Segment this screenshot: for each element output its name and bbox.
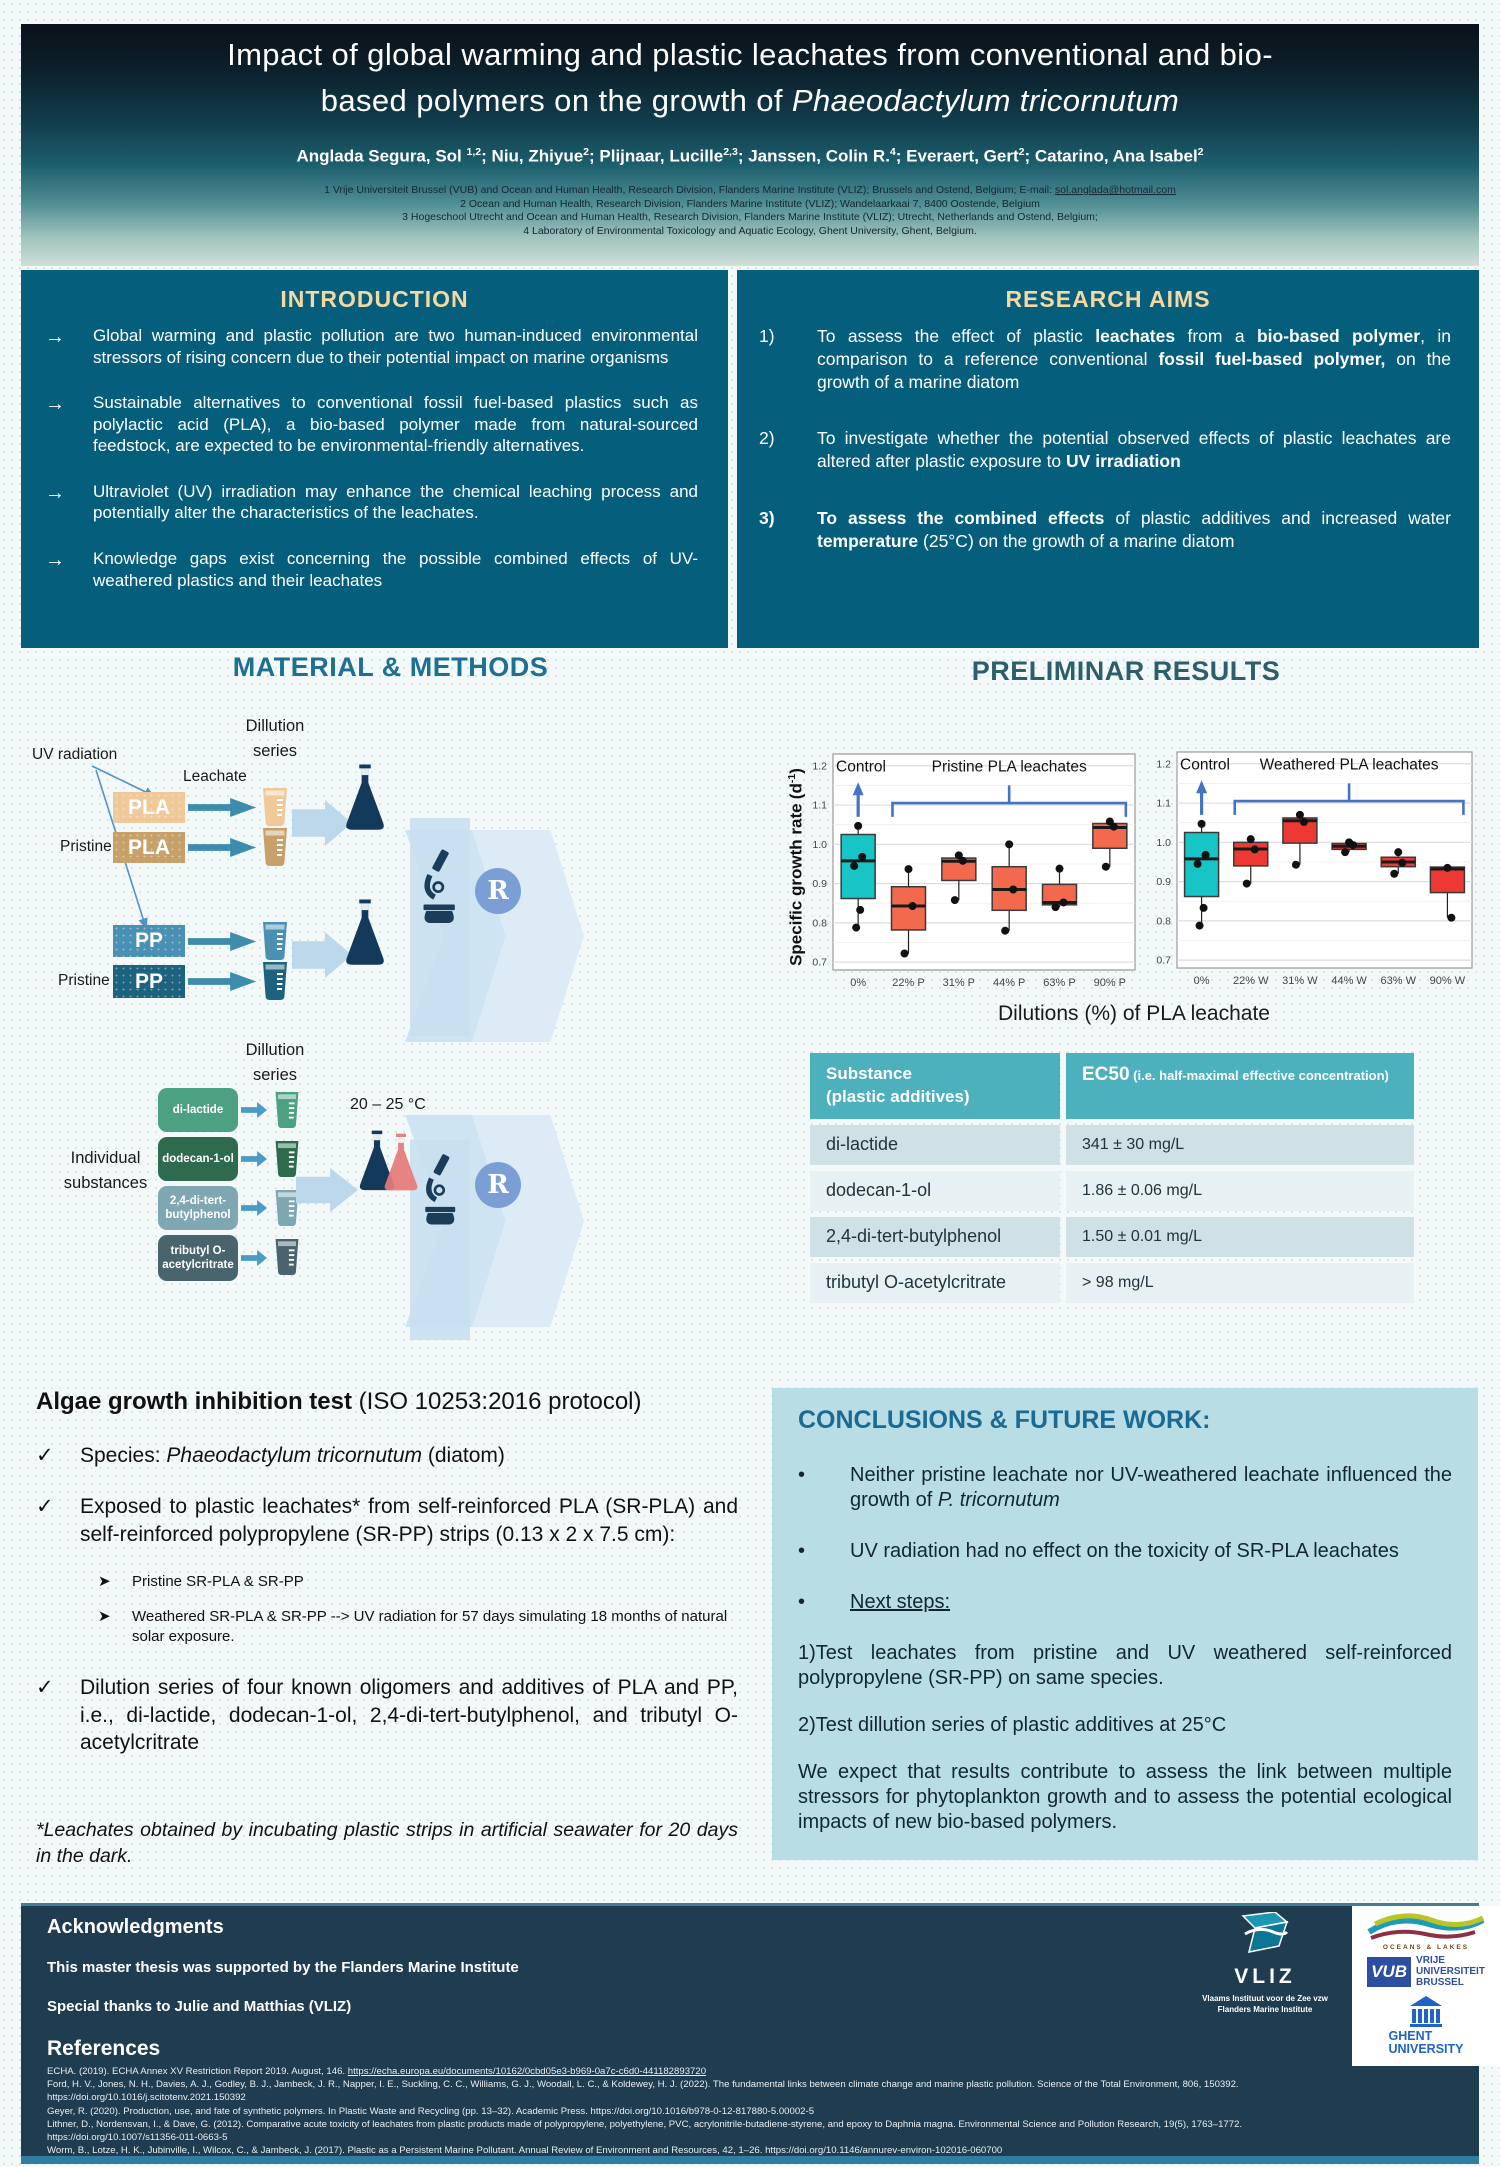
svg-text:0%: 0% [1193, 975, 1210, 987]
vub-label: VRIJE UNIVERSITEIT BRUSSEL [1416, 1955, 1485, 1988]
reference-item: Lithner, D., Nordensvan, I., & Dave, G. (2012). Comparative acute toxicity of leachates from plastic products made of polypropylene, polyethylene, PVC, acrylonitrile-butadiene-styrene, and epoxy to Daphnia magna. Environmental Science and Pollution Research, 19(5), 1763–1772. [47, 2118, 1243, 2130]
poster-title: Impact of global warming and plastic leachates from conventional and bio- based polymers on the growth of Phaeodactylum tricornutum [227, 37, 1273, 118]
svg-text:0.8: 0.8 [1156, 915, 1171, 928]
conclusion-bullet: • Next steps: [798, 1591, 951, 1613]
table-cell-substance: di-lactide [810, 1125, 1060, 1165]
svg-text:0.7: 0.7 [1156, 954, 1171, 967]
acknowledgment-line: This master thesis was supported by the Flanders Marine Institute [47, 1959, 519, 1976]
check-icon: ✓ [36, 1495, 54, 1519]
beaker-icon [260, 921, 290, 961]
dot-bullet-icon: • [798, 1591, 806, 1613]
svg-text:31% P: 31% P [942, 977, 976, 989]
beaker-icon [272, 1140, 302, 1178]
svg-text:0%: 0% [850, 977, 867, 989]
check-item: ✓ Exposed to plastic leachates* from self-reinforced PLA (SR-PLA) and self-reinforced polypropylene (SR-PP) strips (0.13 x 2 x 7.5 cm): [36, 1493, 738, 1548]
affiliation-4: 4 Laboratory of Environmental Toxicology and Aquatic Ecology, Ghent University, Ghent, Belgium. [523, 224, 977, 237]
reference-item: ECHA. (2019). ECHA Annex XV Restriction Report 2019. August, 146. https://echa.europa.eu/documents/10162/0cbd05e3-b969-0a7c-c6d0-441182893720 [47, 2066, 707, 2077]
svg-text:1.2: 1.2 [812, 760, 827, 773]
svg-text:44% P: 44% P [992, 977, 1026, 989]
affiliations [21, 184, 1479, 238]
svg-text:Weathered PLA leachates: Weathered PLA leachates [1259, 756, 1439, 774]
expectation-paragraph: We expect that results contribute to assess the link between multiple stressors for phytoplankton growth and to assess the potential ecological impacts of new bio-based polymers. [798, 1761, 1452, 1833]
r-software-logo: R [475, 1162, 521, 1208]
flask-icon-pink [381, 1131, 421, 1198]
vub-logo [1367, 1955, 1485, 1988]
svg-text:22% W: 22% W [1233, 975, 1269, 987]
aim-item: 2) To investigate whether the potential observed effects of plastic leachates are altered after plastic exposure to UV irradiation [759, 428, 1451, 471]
ghent-logo [1388, 1994, 1463, 2056]
growth-rate-boxplots [778, 742, 1490, 1002]
introduction-heading: INTRODUCTION [280, 286, 469, 312]
bottom-accent-strip [21, 2156, 1479, 2164]
authors-line: Anglada Segura, Sol $^{1,2}$; Niu, Zhiyue$^2$; Plijnaar, Lucille$^{2,3}$; Janssen, Colin R.$^4$; Everaert, Gert$^2$; Catarino, Ana Isabel$^2$ [296, 146, 1204, 166]
next-step-1: 1)Test leachates from pristine and UV weathered self-reinforced polypropylene (SR-PP) on same species. [798, 1642, 1452, 1689]
table-header-substance: Substance (plastic additives) [810, 1053, 1060, 1119]
svg-text:0.9: 0.9 [1156, 876, 1171, 889]
svg-text:44% W: 44% W [1331, 975, 1367, 987]
beaker-icon [272, 1091, 302, 1129]
vub-icon: VUB [1367, 1957, 1411, 1987]
intro-bullet: → Sustainable alternatives to conventional fossil fuel-based plastics such as polylactic acid (PLA), a bio-based polymer made from natural-sourced feedstock, are expected to be environmental-friendly alternatives. [45, 393, 698, 456]
reference-item: Ford, H. V., Jones, N. H., Davies, A. J., Godley, B. J., Jambeck, J. R., Napper, I. E., Suckling, C. C., Williams, G. J., Woodall, L. C., & Koldewey, H. J. (2022). The fundamental links between climate change and marine plastic pollution. Science of the Total Environment, 806, 150392. [47, 2079, 1239, 2091]
svg-text:0.9: 0.9 [812, 878, 827, 891]
conclusions-heading: CONCLUSIONS & FUTURE WORK: [798, 1406, 1211, 1434]
beaker-icon [272, 1238, 302, 1276]
y-axis-label: Specific growth rate $(d^{-1})$ [786, 768, 806, 966]
chevron-bullet-icon: ➤ [98, 1608, 111, 1626]
acknowledgment-line: Special thanks to Julie and Matthias (VLIZ) [47, 1998, 352, 2015]
x-axis-label: Dilutions (%) of PLA leachate [998, 1002, 1270, 1025]
svg-text:0.8: 0.8 [812, 917, 827, 930]
pristine-label: Pristine [58, 972, 110, 989]
conclusion-bullet: • Neither pristine leachate nor UV-weathered leachate influenced the growth of P. tricornutum [798, 1464, 1452, 1511]
microscope-icon [420, 1152, 464, 1230]
svg-text:90% P: 90% P [1093, 977, 1127, 989]
svg-text:1.1: 1.1 [1156, 797, 1171, 810]
pla-pristine-box: PLA [113, 832, 185, 863]
arrow-bullet-icon: → [45, 393, 65, 416]
dot-bullet-icon: • [798, 1540, 806, 1562]
sub-item: ➤ Pristine SR-PLA & SR-PP [98, 1572, 304, 1590]
conclusion-bullet: • UV radiation had no effect on the toxicity of SR-PLA leachates [798, 1540, 1399, 1562]
table-cell-substance: dodecan-1-ol [810, 1171, 1060, 1211]
svg-text:90% W: 90% W [1429, 975, 1466, 987]
university-logo-panel [1352, 1906, 1500, 2066]
oceans-lakes-label: OCEANS & LAKES [1382, 1944, 1470, 1951]
methods-title: MATERIAL & METHODS [232, 652, 549, 682]
email-link[interactable]: sol.anglada@hotmail.com [1054, 184, 1176, 196]
algae-test-section [36, 1388, 738, 1869]
svg-text:1.1: 1.1 [812, 799, 827, 812]
microscope-icon [418, 848, 464, 928]
vliz-logo: VLIZ Vlaams Instituut voor de Zee vzw Flanders Marine Institute [1185, 1912, 1345, 2015]
r-software-logo: R [475, 868, 521, 914]
affiliation-1: 1 Vrije Universiteit Brussel (VUB) and Ocean and Human Health, Research Division, Flanders Marine Institute (VLIZ); Brussels and Ostend, Belgium; E-mail: sol.anglada@hotmail.com [324, 184, 1176, 196]
dilution-series-label: Dillution series [245, 1041, 305, 1084]
reference-item: https://doi.org/10.1016/j.scitotenv.2021.150392 [47, 2092, 246, 2104]
intro-bullet: → Ultraviolet (UV) irradiation may enhance the chemical leaching process and potentially alter the characteristics of the leachates. [45, 481, 698, 523]
algae-heading: Algae growth inhibition test (ISO 10253:2016 protocol) [36, 1388, 642, 1415]
dodecan-1-ol-box: dodecan-1-ol [158, 1137, 238, 1181]
methods-diagram [20, 700, 760, 1388]
ec50-table [810, 1053, 1414, 1303]
leachate-label: Leachate [183, 768, 247, 785]
svg-text:63% W: 63% W [1380, 975, 1416, 987]
ghent-label: GHENT UNIVERSITY [1388, 2029, 1464, 2056]
svg-text:0.7: 0.7 [812, 956, 827, 969]
svg-text:63% P: 63% P [1043, 977, 1076, 989]
ghent-icon [1406, 1994, 1446, 2028]
pla-weathered-box: PLA [113, 792, 185, 823]
svg-text:Control: Control [1180, 756, 1230, 774]
oceans-lakes-logo [1361, 1910, 1491, 1946]
affiliation-2: 2 Ocean and Human Health, Research Division, Flanders Marine Institute (VLIZ); Wandelaarkaai 7, 8400 Oostende, Belgium [460, 197, 1040, 210]
vliz-flag-icon [1229, 1912, 1301, 1958]
individual-substances-label: Individual substances [63, 1149, 148, 1192]
research-aims-heading: RESEARCH AIMS [1005, 286, 1211, 312]
check-icon: ✓ [36, 1444, 54, 1467]
arrow-bullet-icon: → [45, 326, 65, 348]
table-cell-substance: 2,4-di-tert-butylphenol [810, 1217, 1060, 1257]
intro-bullet: → Knowledge gaps exist concerning the possible combined effects of UV-weathered plastics and their leachates [45, 549, 698, 590]
chevron-bullet-icon: ➤ [98, 1572, 111, 1590]
dot-bullet-icon: • [798, 1464, 806, 1486]
pristine-label: Pristine [60, 838, 112, 855]
next-step-2: 2)Test dillution series of plastic additives at 25°C [798, 1714, 1227, 1736]
svg-text:Pristine PLA leachates: Pristine PLA leachates [931, 758, 1087, 776]
table-cell-value: 1.50 ± 0.01 mg/L [1066, 1217, 1414, 1257]
svg-text:1.2: 1.2 [1156, 758, 1171, 771]
table-cell-substance: tributyl O-acetylcritrate [810, 1263, 1060, 1303]
check-icon: ✓ [36, 1676, 54, 1700]
results-title: PRELIMINAR RESULTS [971, 656, 1281, 686]
svg-text:31% W: 31% W [1282, 975, 1318, 987]
acknowledgments-heading: Acknowledgments [47, 1916, 224, 1938]
intro-bullet: → Global warming and plastic pollution are two human-induced environmental stressors of rising concern due to their potential impact on marine organisms [45, 326, 698, 367]
reference-item: Worm, B., Lotze, H. K., Jubinville, I., Wilcox, C., & Jambeck, J. (2017). Plastic as a Persistent Marine Pollutant. Annual Review of Environment and Resources, 42, 1–26. https://doi.org/10.1146/annurev-environ-102016-060700 [47, 2145, 1003, 2157]
acetylcitrate-box: tributyl O-acetylcritrate [158, 1235, 238, 1281]
svg-text:1.0: 1.0 [812, 838, 827, 851]
aim-item: 1) To assess the effect of plastic leachates from a bio-based polymer, in comparison to a reference conventional fossil fuel-based polymer, on the growth of a marine diatom [759, 326, 1451, 392]
beaker-icon [260, 961, 290, 1001]
leachate-footnote: *Leachates obtained by incubating plastic strips in artificial seawater for 20 days in the dark. [36, 1819, 738, 1867]
di-lactide-box: di-lactide [158, 1088, 238, 1132]
dilution-series-label: Dillution series [245, 717, 305, 760]
reference-link[interactable]: https://echa.europa.eu/documents/10162/0cbd05e3-b969-0a7c-c6d0-441182893720 [347, 2066, 707, 2077]
arrow-bullet-icon: → [45, 481, 65, 504]
butylphenol-box: 2,4-di-tert-butylphenol [158, 1186, 238, 1230]
beaker-icon [260, 827, 290, 867]
pp-weathered-box: PP [113, 925, 185, 957]
svg-text:1.0: 1.0 [1156, 836, 1171, 849]
beaker-icon [260, 787, 290, 827]
sub-item: ➤ Weathered SR-PLA & SR-PP --> UV radiation for 57 days simulating 18 months of natural solar exposure. [98, 1608, 728, 1645]
temperature-label: 20 – 25 °C [350, 1096, 426, 1113]
references-heading: References [47, 2037, 161, 2060]
svg-text:22% P: 22% P [892, 977, 925, 989]
table-cell-value: 1.86 ± 0.06 mg/L [1066, 1171, 1414, 1211]
vliz-subtitle: Vlaams Instituut voor de Zee vzw Flanders Marine Institute [1202, 1994, 1328, 2014]
uv-radiation-label: UV radiation [32, 746, 118, 763]
header [21, 24, 1479, 266]
svg-text:Control: Control [836, 758, 886, 776]
table-header-ec50: EC50 (i.e. half-maximal effective concentration) [1066, 1053, 1414, 1119]
table-cell-value: > 98 mg/L [1066, 1263, 1414, 1303]
conclusions-panel [772, 1388, 1478, 1860]
flask-icon [342, 896, 388, 974]
check-item: ✓ Dilution series of four known oligomers and additives of PLA and PP, i.e., di-lactide, dodecan-1-ol, 2,4-di-tert-butylphenol, and tributyl O-acetylcritrate [36, 1674, 738, 1756]
research-aims-panel [737, 270, 1479, 648]
reference-item: Geyer, R. (2020). Production, use, and fate of synthetic polymers. In Plastic Waste and Recycling (pp. 13–32). Academic Press. https://doi.org/10.1016/b978-0-12-817880-5.00002-5 [47, 2105, 815, 2117]
pp-pristine-box: PP [113, 965, 185, 998]
arrow-bullet-icon: → [45, 549, 65, 572]
introduction-panel [21, 270, 728, 648]
reference-item: https://doi.org/10.1007/s11356-011-0663-5 [47, 2132, 228, 2144]
flask-icon [342, 762, 388, 838]
affiliation-3: 3 Hogeschool Utrecht and Ocean and Human Health, Research Division, Flanders Marine Institute (VLIZ); Utrecht, Netherlands and Ostend, Belgium; [402, 211, 1098, 223]
aim-item: 3) To assess the combined effects of plastic additives and increased water temperature (25°C) on the growth of a marine diatom [759, 507, 1451, 551]
check-item: ✓ Species: Phaeodactylum tricornutum (diatom) [36, 1442, 738, 1469]
table-cell-value: 341 ± 30 mg/L [1066, 1125, 1414, 1165]
